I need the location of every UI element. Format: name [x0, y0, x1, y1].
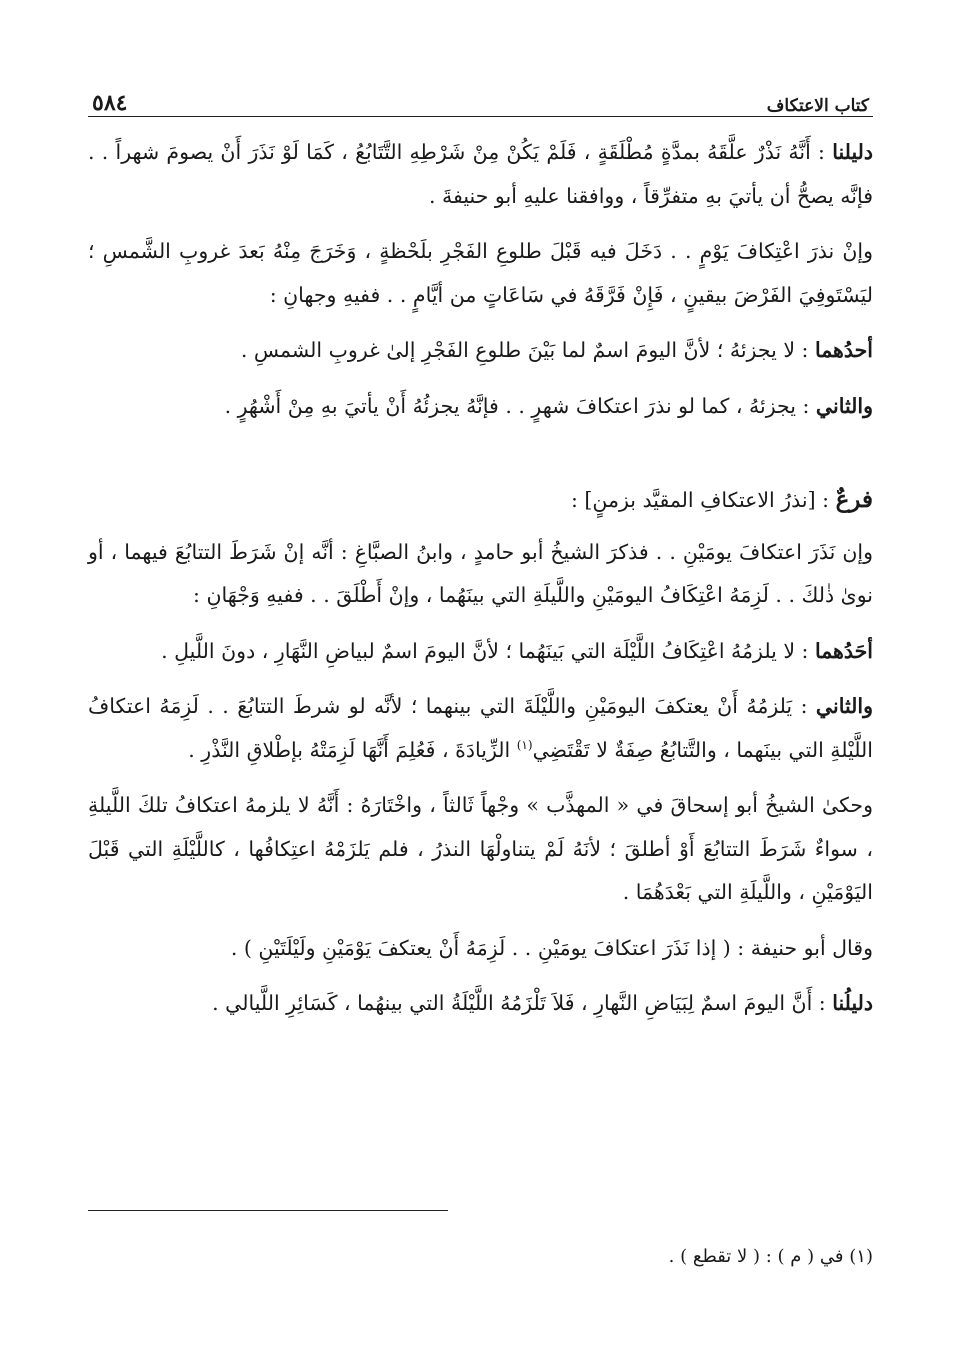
far-label: فرعٌ [835, 486, 873, 513]
paragraph [88, 230, 873, 317]
footnote-number: (١) [849, 1246, 873, 1267]
paragraph-lead: أحَدُهما [814, 638, 873, 663]
paragraph-lead: والثاني [815, 393, 873, 418]
paragraph [88, 329, 873, 373]
paragraph [88, 131, 873, 218]
paragraph [88, 385, 873, 429]
paragraph [88, 531, 873, 618]
footnote-marker[interactable]: (١) [516, 737, 533, 752]
paragraph-text: وقال أبو حنيفة : ( إذا نَذَرَ اعتكافَ يومَيْنِ . . لَزِمَهُ أَنْ يعتكفَ يَوْمَيْنِ ولَيْلَتَيْنِ ) . [230, 935, 873, 960]
paragraph-text: وحكىٰ الشيخُ أبو إسحاقَ في « المهذَّب » وجْهاً ثَالثاً ، واخْتَارَهُ : أَنَّهُ لا يلزمهُ اعتكافُ تلكَ اللَّيلةِ ، سواءٌ شَرَطَ التتابُعَ أَوْ أطلقَ ؛ لأنَهُ لَمْ يتناولْهَا النذرُ ، فلم يَلزَمْهُ اعتِكافُها ، كاللَّيْلَةِ التي قَبْلَ اليَوْمَيْنِ ، واللَّيلَةِ التي بَعْدَهُمَا . [88, 793, 873, 904]
paragraph [88, 685, 873, 772]
paragraph-text: : أَنَّهُ نَذْرٌ علَّقَهُ بمدَّةٍ مُطْلَقَةٍ ، فَلَمْ يَكُنْ مِنْ شَرْطِهِ التَّتَابُعُ ، كَمَا لَوْ نَذَرَ أَنْ يصومَ شهراً . . فإنَّه يصحُّ أن يأتيَ بهِ متفرِّقاً ، ووافقنا عليهِ أبو حنيفةَ . [88, 140, 873, 208]
paragraph-lead: دليلُنا [832, 991, 873, 1015]
document-page [88, 84, 873, 1267]
paragraph [88, 927, 873, 971]
section-gap [88, 440, 873, 478]
paragraph-text: وإن نَذَرَ اعتكافَ يومَيْنِ . . فذكرَ الشيخُ أبو حامدٍ ، وابنُ الصبَّاغِ : أنَّه إنْ شَرَطَ التتابُعَ فيهما ، أو نوىٰ ذٰلكَ . . لَزِمَهُ اعْتِكَافُ اليومَيْنِ واللَّيلَةِ التي بينَهُما ، وإنْ أَطْلَقَ . . ففيهِ وَجْهَانِ : [88, 539, 873, 607]
running-title: كتاب الاعتكاف [766, 96, 869, 116]
footnote [88, 1242, 873, 1272]
page-body [88, 131, 873, 1026]
paragraph-text: وإنْ نذرَ اعْتِكافَ يَوْمٍ . . دَخَلَ فيه قَبْلَ طلوعِ الفَجْرِ بلَحْظةٍ ، وَخَرَجَ مِنْهُ بَعدَ غروبِ الشَّمسِ ؛ ليَسْتَوفِيَ الفَرْضَ بيقينٍ ، فَإِنْ فَرَّقَهُ في سَاعَاتٍ من أيَّامٍ . . ففيهِ وجهانِ : [88, 239, 873, 307]
paragraph-lead: أحدُهما [814, 338, 873, 362]
footnote-divider [88, 1210, 448, 1211]
paragraph-text: : يجزئهُ ، كما لو نذرَ اعتكافَ شهرٍ . . فإنَّهُ يجزئُهُ أَنْ يأتيَ بهِ مِنْ أَشْهُرٍ . [224, 393, 816, 418]
paragraph [88, 784, 873, 915]
paragraph-text: : لا يجزئهُ ؛ لأنَّ اليومَ اسمٌ لما بَيْنَ طلوعِ الفَجْرِ إلىٰ غروبِ الشمسِ . [240, 338, 815, 362]
section-heading [88, 478, 873, 523]
paragraph-text: الزِّيادَةَ ، فَعُلِمَ أَنَّهَا لَزِمَتْهُ بإطْلاقِ النَّذْرِ . [188, 737, 517, 762]
paragraph-lead: والثاني [815, 694, 873, 718]
section-title: : [نذرُ الاعتكافِ المقيَّد بزمنٍ] : [570, 488, 836, 512]
page-number: ٥٨٤ [92, 90, 128, 116]
paragraph-text: : أَنَّ اليومَ اسمٌ لِبَيَاضِ النَّهارِ ، فَلاَ تَلْزَمُهُ اللَّيْلَةُ التي بينهُما ، كَسَائِرِ اللَّيالي . [212, 991, 833, 1015]
paragraph [88, 982, 873, 1026]
paragraph-text: : لا يلزمُهُ اعْتِكَافُ اللَّيْلَة التي بَينَهُما ؛ لأنَّ اليومَ اسمٌ لبياضِ النَّهَارِ ، دونَ اللَّيلِ . [161, 638, 815, 663]
footnote-text: في ( م ) : ( لا تقطع ) . [668, 1246, 844, 1267]
paragraph [88, 630, 873, 674]
paragraph-text: : يَلزمُهُ أَنْ يعتكفَ اليومَيْنِ واللَّيْلَةَ التي بينهما ؛ لأنَّه لو شرطَ التتابُعَ . . لَزِمَهُ اعتكافُ اللَّيْلةِ التي بينَهما ، والتَّتابُعُ صِفَةٌ لا تَقْتَضِي [88, 694, 873, 762]
page-header [88, 84, 873, 117]
paragraph-lead: دليلنا [832, 140, 873, 164]
